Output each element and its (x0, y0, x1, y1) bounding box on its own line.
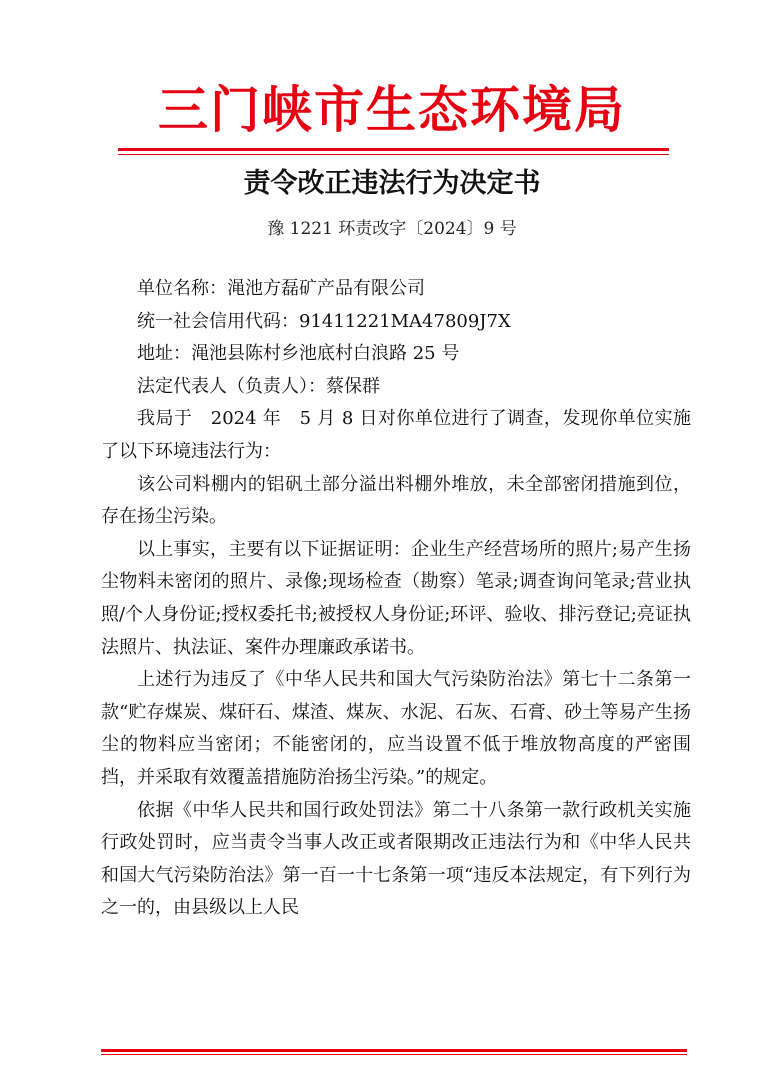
paragraph-legal-basis: 上述行为违反了《中华人民共和国大气污染防治法》第七十二条第一款“贮存煤炭、煤矸石、煤渣、煤灰、水泥、石灰、石膏、砂土等易产生扬尘的物料应当密闭；不能密闭的，应当设置不低于堆放物高度的严密围挡，并采取有效覆盖措施防治扬尘污染。”的规定。 (101, 669, 691, 788)
header-red-rule (118, 148, 669, 155)
footer-red-rule (101, 1049, 687, 1055)
party-credit-code: 统一社会信用代码：91411221MA47809J7X (137, 310, 511, 332)
document-title: 责令改正违法行为决定书 (243, 168, 541, 199)
party-representative: 法定代表人（负责人）：蔡保群 (137, 375, 380, 397)
document-number: 豫 1221 环责改字〔2024〕9 号 (267, 219, 517, 239)
party-address: 地址：渑池县陈村乡池底村白浪路 25 号 (137, 343, 460, 365)
paragraph-investigation: 我局于 2024 年 5 月 8 日对你单位进行了调查，发现你单位实施了以下环境违法行为： (101, 408, 691, 462)
paragraph-penalty-basis: 依据《中华人民共和国行政处罚法》第二十八条第一款行政机关实施行政处罚时，应当责令当事人改正或者限期改正违法行为和《中华人民共和国大气污染防治法》第一百一十七条第一项“违反本法规定，有下列行为之一的，由县级以上人民 (101, 799, 691, 919)
agency-name: 三门峡市生态环境局 (158, 80, 626, 139)
paragraph-violation: 该公司料棚内的铝矾土部分溢出料棚外堆放，未全部密闭措施到位，存在扬尘污染。 (101, 473, 691, 528)
paragraph-evidence: 以上事实，主要有以下证据证明：企业生产经营场所的照片;易产生扬尘物料未密闭的照片、录像;现场检查（勘察）笔录;调查询问笔录;营业执照/个人身份证;授权委托书;被授权人身份证;环评、验收、排污登记;亮证执法照片、执法证、案件办理廉政承诺书。 (101, 538, 691, 658)
document-body (101, 273, 691, 925)
party-name: 单位名称：渑池方磊矿产品有限公司 (137, 278, 425, 299)
